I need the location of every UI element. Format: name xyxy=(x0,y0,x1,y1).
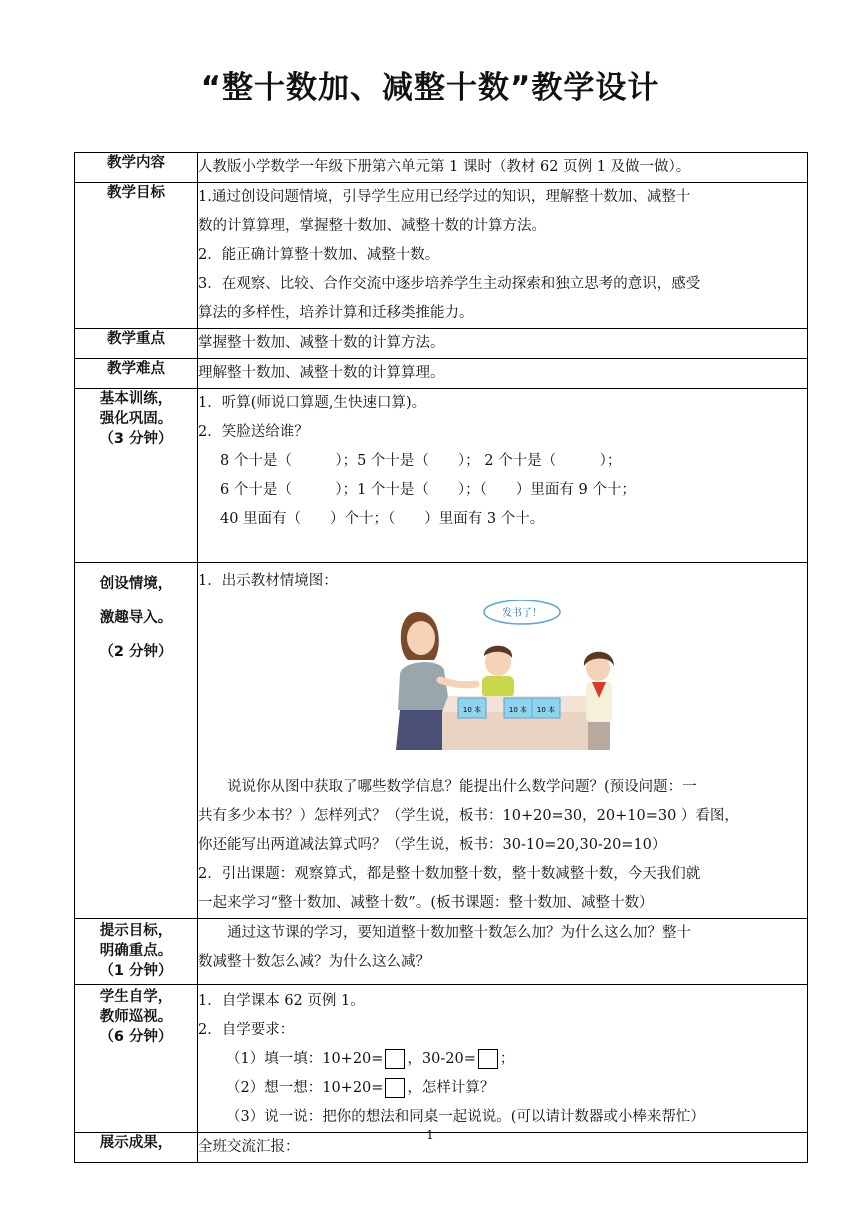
goal-line: 算法的多样性，培养计算和迁移类推能力。 xyxy=(198,305,474,321)
teaching-content-text: 人教版小学数学一年级下册第六单元第 1 课时（教材 62 页例 1 及做一做）。 xyxy=(198,159,691,175)
scenario-paragraph: 说说你从图中获取了哪些数学信息？能提出什么数学问题？(预设问题：一 xyxy=(227,779,697,795)
classroom-illustration xyxy=(386,600,622,750)
label-teaching-goals: 教学目标 xyxy=(75,183,198,329)
objectives-paragraph: 数减整十数怎么减？为什么这么减？ xyxy=(198,954,430,970)
label-create-scenario: 创设情境， xyxy=(99,576,173,592)
book-label: 10 本 xyxy=(508,706,528,714)
answer-box[interactable] xyxy=(385,1078,405,1098)
book-label: 10 本 xyxy=(536,706,556,714)
row-create-scenario xyxy=(75,563,808,919)
training-line: 40 里面有（ ）个十；（ ）里面有 3 个十。 xyxy=(220,511,545,527)
label-objectives: 提示目标， xyxy=(99,923,173,939)
document-title: “整十数加、减整十数”教学设计 xyxy=(200,70,660,106)
answer-box[interactable] xyxy=(478,1049,498,1069)
label-duration: （1 分钟） xyxy=(99,963,173,979)
scenario-line: 1．出示教材情境图： xyxy=(198,573,338,589)
book-label: 10 本 xyxy=(462,706,482,714)
row-self-study xyxy=(75,985,808,1133)
objectives-paragraph: 通过这节课的学习，要知道整十数加整十数怎么加？为什么这么加？整十 xyxy=(227,925,691,941)
teaching-focus-text: 掌握整十数加、减整十数的计算方法。 xyxy=(198,335,445,351)
book-stacks xyxy=(458,698,560,718)
self-study-fill-line: （1）填一填：10+20= ，30-20= ； xyxy=(226,1051,515,1067)
speech-bubble-text: 发书了！ xyxy=(502,608,542,619)
boy-figure xyxy=(482,646,514,698)
row-teaching-goals xyxy=(75,183,808,329)
teaching-difficulty-text: 理解整十数加、减整十数的计算算理。 xyxy=(198,365,445,381)
goal-line: 1.通过创设问题情境，引导学生应用已经学过的知识，理解整十数加、减整十 xyxy=(198,189,691,205)
row-teaching-content xyxy=(75,153,808,183)
self-study-line: 2．自学要求： xyxy=(198,1022,295,1038)
self-study-line: 1．自学课本 62 页例 1。 xyxy=(198,993,365,1009)
show-results-text: 全班交流汇报： xyxy=(198,1139,300,1155)
scenario-paragraph: 一起来学习“整十数加、减整十数”。(板书课题：整十数加、减整十数） xyxy=(198,895,654,911)
label-basic-training: 基本训练， xyxy=(99,391,173,407)
label-show-results: 展示成果， xyxy=(75,1133,198,1163)
label-basic-training: 强化巩固。 xyxy=(99,411,173,427)
girl-figure xyxy=(584,652,614,750)
row-basic-training xyxy=(75,389,808,563)
label-self-study: 教师巡视。 xyxy=(99,1009,173,1025)
training-line: 6 个十是（ ）；1 个十是（ ）；（ ）里面有 9 个十； xyxy=(220,482,636,498)
page-number: 1 xyxy=(426,1128,434,1142)
scenario-paragraph: 你还能写出两道减法算式吗？（学生说，板书：30-10=20,30-20=10） xyxy=(198,837,667,853)
label-teaching-focus: 教学重点 xyxy=(75,329,198,359)
self-study-think-line: （2）想一想：10+20= ，怎样计算？ xyxy=(226,1080,495,1096)
row-teaching-difficulty xyxy=(75,359,808,389)
scenario-paragraph: 2．引出课题：观察算式，都是整十数加整十数，整十数减整十数，今天我们就 xyxy=(198,866,701,882)
training-line: 2．笑脸送给谁？ xyxy=(198,424,309,440)
label-objectives: 明确重点。 xyxy=(99,943,173,959)
training-line: 8 个十是（ ）；5 个十是（ ）； 2 个十是（ ）； xyxy=(220,453,622,469)
scenario-paragraph: 共有多少本书？）怎样列式？（学生说，板书：10+20=30，20+10=30 ）看图， xyxy=(198,808,739,824)
lesson-plan-table xyxy=(74,152,808,1163)
row-teaching-focus xyxy=(75,329,808,359)
training-line: 1．听算(师说口算题,生快速口算)。 xyxy=(198,395,427,411)
answer-box[interactable] xyxy=(385,1049,405,1069)
label-create-scenario: 激趣导入。 xyxy=(99,610,173,626)
label-duration: （3 分钟） xyxy=(99,431,173,447)
row-objectives xyxy=(75,919,808,985)
goal-line: 3．在观察、比较、合作交流中逐步培养学生主动探索和独立思考的意识，感受 xyxy=(198,276,701,292)
label-duration: （6 分钟） xyxy=(99,1029,173,1045)
label-self-study: 学生自学， xyxy=(99,989,173,1005)
label-teaching-content: 教学内容 xyxy=(75,153,198,183)
self-study-line: （3）说一说：把你的想法和同桌一起说说。(可以请计数器或小棒来帮忙） xyxy=(226,1109,705,1125)
goal-line: 2．能正确计算整十数加、减整十数。 xyxy=(198,247,440,263)
label-duration: （2 分钟） xyxy=(99,644,173,660)
label-teaching-difficulty: 教学难点 xyxy=(75,359,198,389)
goal-line: 数的计算算理，掌握整十数加、减整十数的计算方法。 xyxy=(198,218,546,234)
